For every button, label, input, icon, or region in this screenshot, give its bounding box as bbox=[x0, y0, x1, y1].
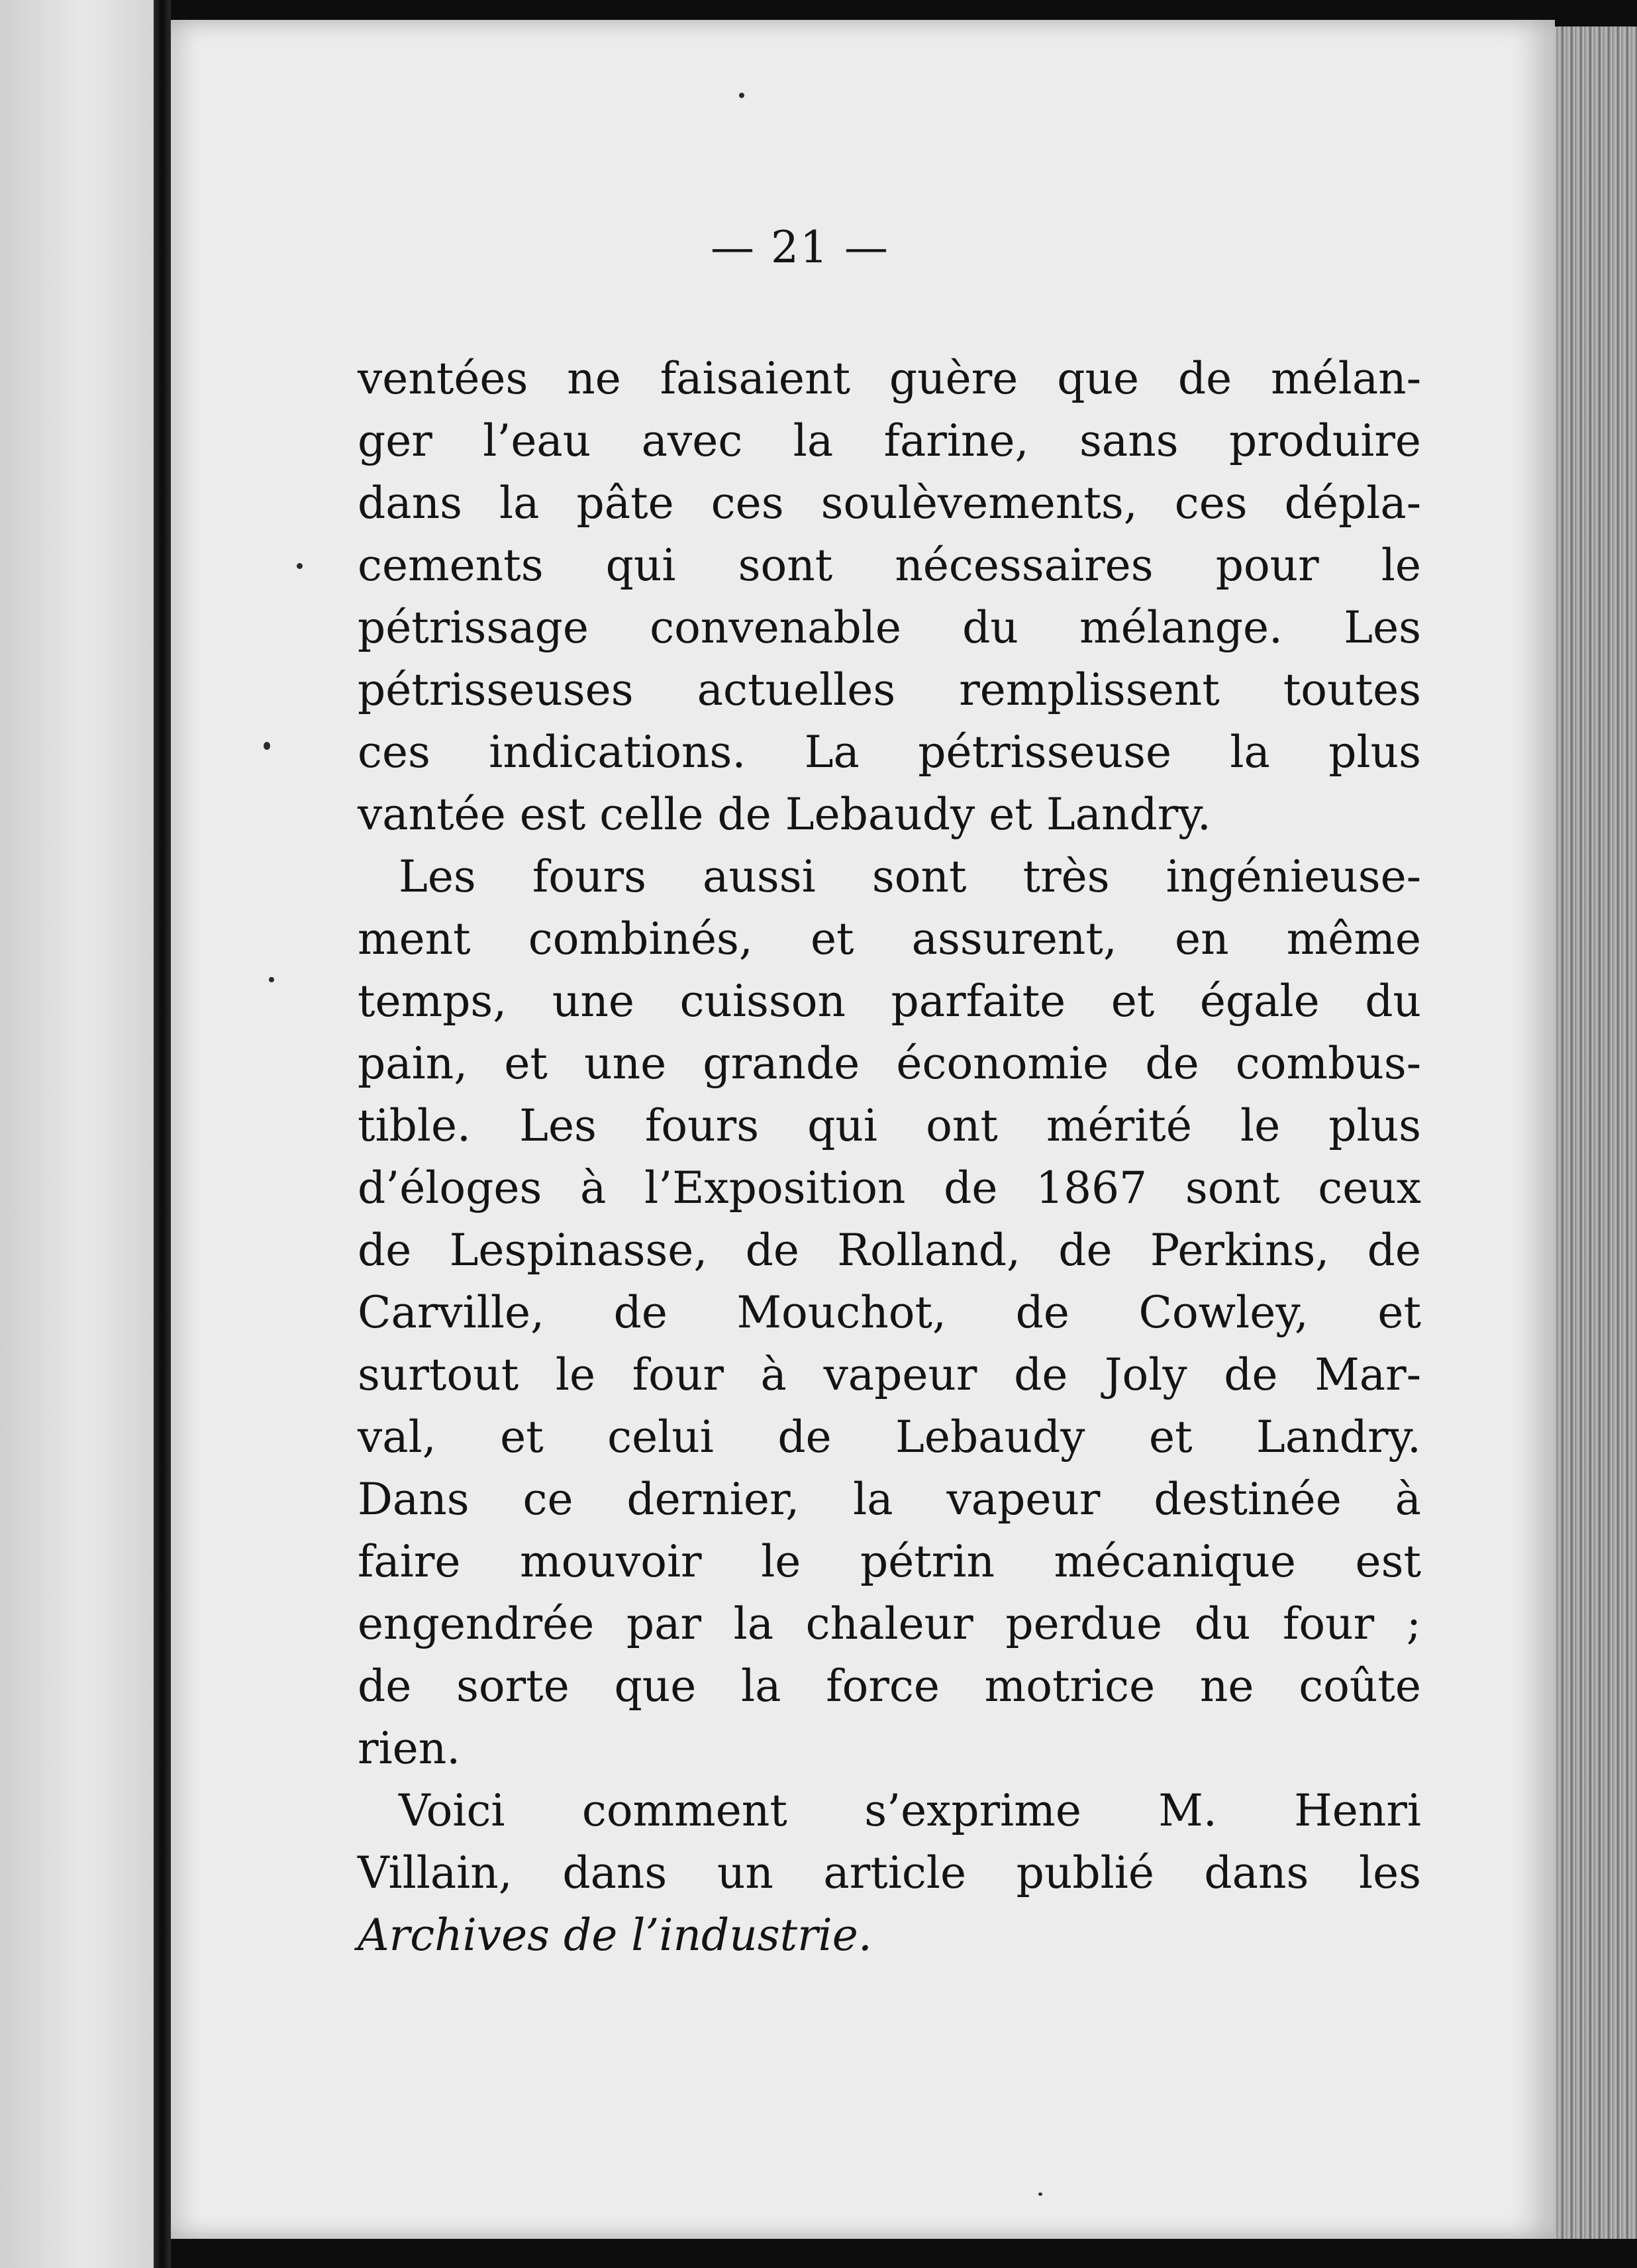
text-line: Voici comment s’exprime M. Henri bbox=[399, 1785, 1421, 1836]
text-line: d’éloges à l’Exposition de 1867 sont ceux bbox=[358, 1162, 1421, 1213]
text-line: dans la pâte ces soulèvements, ces dépla- bbox=[358, 478, 1421, 529]
text-line: ces indications. La pétrisseuse la plus bbox=[358, 727, 1421, 778]
text-line: Les fours aussi sont très ingénieuse- bbox=[399, 851, 1421, 902]
scan-speck bbox=[297, 563, 303, 569]
text-line: cements qui sont nécessaires pour le bbox=[358, 540, 1421, 591]
book-gutter bbox=[154, 0, 171, 2268]
text-line: de sorte que la force motrice ne coûte bbox=[358, 1661, 1421, 1712]
text-line: ger l’eau avec la farine, sans produire bbox=[358, 415, 1421, 466]
scan-speck bbox=[1038, 2192, 1042, 2196]
body-text bbox=[358, 348, 1421, 1967]
text-line: Dans ce dernier, la vapeur destinée à bbox=[358, 1474, 1421, 1525]
text-line: vantée est celle de Lebaudy et Landry. bbox=[358, 789, 1211, 840]
text-line: temps, une cuisson parfaite et égale du bbox=[358, 976, 1421, 1027]
text-line: Villain, dans un article publié dans les bbox=[358, 1847, 1421, 1898]
text-line: pain, et une grande économie de combus- bbox=[358, 1038, 1421, 1089]
scan-speck bbox=[269, 977, 274, 982]
text-line: rien. bbox=[358, 1723, 461, 1774]
text-line: Carville, de Mouchot, de Cowley, et bbox=[358, 1287, 1421, 1338]
text-line: surtout le four à vapeur de Joly de Mar- bbox=[358, 1349, 1421, 1400]
book-page bbox=[171, 20, 1555, 2239]
scan-speck bbox=[264, 742, 270, 750]
text-line: pétrisseuses actuelles remplissent toutes bbox=[358, 664, 1421, 715]
text-line: ment combinés, et assurent, en même bbox=[358, 913, 1421, 964]
text-line: tible. Les fours qui ont mérité le plus bbox=[358, 1100, 1421, 1151]
page-number: — 21 — bbox=[711, 222, 889, 273]
text-line: faire mouvoir le pétrin mécanique est bbox=[358, 1536, 1421, 1587]
scan-speck bbox=[739, 93, 744, 98]
text-line: engendrée par la chaleur perdue du four ; bbox=[358, 1598, 1421, 1649]
text-line: de Lespinasse, de Rolland, de Perkins, de bbox=[358, 1225, 1421, 1276]
text-line: val, et celui de Lebaudy et Landry. bbox=[358, 1412, 1421, 1463]
text-line: pétrissage convenable du mélange. Les bbox=[358, 602, 1421, 653]
facing-page-edge bbox=[0, 0, 154, 2268]
text-line: ventées ne faisaient guère que de mélan- bbox=[358, 353, 1421, 404]
text-line: Archives de l’industrie. bbox=[358, 1910, 872, 1961]
